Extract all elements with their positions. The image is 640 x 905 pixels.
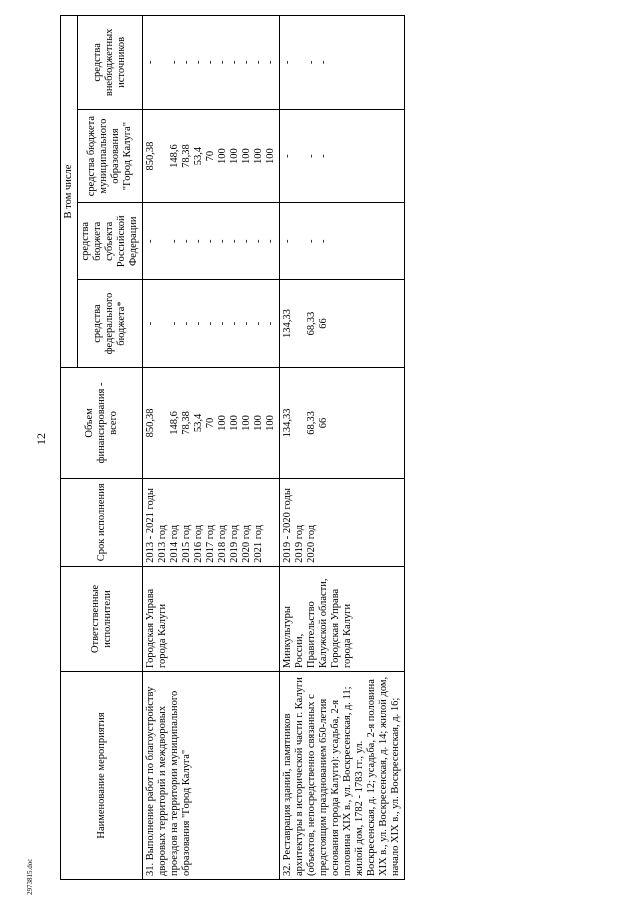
document-id: 2973815.doc bbox=[26, 858, 34, 895]
term-value: 2020 год bbox=[241, 524, 252, 563]
header-term: Срок исполнения bbox=[61, 478, 143, 566]
volume-value: 100 bbox=[229, 415, 240, 431]
regional-value: - bbox=[181, 239, 192, 243]
federal-value: - bbox=[217, 321, 228, 326]
federal-value: - bbox=[241, 321, 252, 326]
table-body bbox=[143, 16, 405, 880]
regional-value: - bbox=[253, 239, 264, 243]
volume-value: 70 bbox=[205, 417, 216, 429]
extrabudget-value: - bbox=[193, 60, 204, 65]
volume-value: 53,4 bbox=[193, 413, 204, 433]
regional-value: - bbox=[318, 239, 329, 243]
extrabudget-value: - bbox=[205, 60, 216, 65]
term-value: 2015 год bbox=[181, 524, 192, 563]
municipal-value: 148,6 bbox=[169, 144, 180, 168]
header-municipal: средства бюджета муниципального образования "Город Калуга" bbox=[78, 109, 143, 203]
cell-name bbox=[143, 672, 280, 880]
cell-extrabudget bbox=[143, 16, 280, 110]
municipal-value: 100 bbox=[241, 148, 252, 164]
extrabudget-value: - bbox=[169, 60, 180, 65]
municipal-value: 850,38 bbox=[145, 141, 156, 171]
federal-value: - bbox=[145, 321, 156, 326]
cell-regional bbox=[143, 203, 280, 280]
federal-value: - bbox=[229, 321, 240, 326]
regional-value: - bbox=[205, 239, 216, 243]
cell-federal bbox=[280, 280, 405, 368]
name-text: 32. Реставрация зданий, памятников архитектуры в исторической части г. Калуги (объектов, непосредственно связанных с предстоящим празднованием 650-летия основания города Калуги): усадьба, 2-я половина XIX в., ул. Воскресенская, д. 11; жилой дом, 1782 - 1783 гг., ул. Воскресенская, д. 12; усадьба, 2-я половина XIX в., ул. Воскресенская, д. 14; жилой дом, начало XIX в., ул. Воскресенская, д. 16; bbox=[282, 676, 401, 876]
term-value: 2013 - 2021 годы bbox=[145, 488, 156, 563]
volume-value: 66 bbox=[318, 417, 329, 429]
volume-value bbox=[294, 371, 306, 475]
federal-value bbox=[157, 283, 169, 364]
table-row bbox=[280, 16, 405, 880]
cell-regional bbox=[280, 203, 405, 280]
regional-value: - bbox=[229, 239, 240, 243]
municipal-value bbox=[157, 113, 169, 200]
regional-value: - bbox=[306, 239, 317, 243]
regional-value bbox=[294, 206, 306, 276]
term-value: 2017 год bbox=[205, 524, 216, 563]
municipal-value: 78,38 bbox=[181, 144, 192, 168]
federal-value: - bbox=[193, 321, 204, 326]
term-value: 2016 год bbox=[193, 524, 204, 563]
extrabudget-value: - bbox=[282, 60, 293, 65]
volume-value: 100 bbox=[217, 415, 228, 431]
municipal-value bbox=[294, 113, 306, 200]
extrabudget-value: - bbox=[145, 60, 156, 65]
volume-value: 148,6 bbox=[169, 411, 180, 435]
federal-value bbox=[294, 283, 306, 364]
cell-name bbox=[280, 672, 405, 880]
municipal-value: - bbox=[306, 154, 317, 158]
cell-volume bbox=[143, 368, 280, 479]
header-name: Наименование мероприятия bbox=[61, 672, 143, 880]
volume-value: 850,38 bbox=[145, 408, 156, 438]
term-value: 2019 год bbox=[294, 524, 305, 563]
term-value: 2018 год bbox=[217, 524, 228, 563]
regional-value: - bbox=[241, 239, 252, 243]
cell-term bbox=[143, 478, 280, 566]
header-volume: Объем финансирования - всего bbox=[61, 368, 143, 479]
cell-responsible bbox=[280, 566, 405, 671]
federal-value: - bbox=[253, 321, 264, 326]
extrabudget-value bbox=[157, 19, 169, 106]
regional-value: - bbox=[169, 239, 180, 243]
header-responsible: Ответственные исполнители bbox=[61, 566, 143, 671]
federal-value: - bbox=[205, 321, 216, 326]
term-value: 2019 год bbox=[229, 524, 240, 563]
table-row bbox=[143, 16, 280, 880]
volume-value: 68,33 bbox=[306, 411, 317, 435]
volume-value: 134,33 bbox=[282, 408, 293, 438]
extrabudget-value: - bbox=[217, 60, 228, 65]
municipal-value: 100 bbox=[217, 148, 228, 164]
regional-value: - bbox=[265, 239, 276, 243]
term-value: 2013 год bbox=[157, 524, 168, 563]
rotated-table-container bbox=[60, 15, 640, 880]
extrabudget-value: - bbox=[229, 60, 240, 65]
federal-value: - bbox=[169, 321, 180, 326]
federal-value: 68,33 bbox=[306, 311, 317, 336]
header-extrabudget: средства внебюджетных источников bbox=[78, 16, 143, 110]
name-text: 31. Выполнение работ по благоустройству дворовых территорий и междворовых проездов на территории муниципального образования "Город Калуга" bbox=[145, 686, 192, 876]
extrabudget-value: - bbox=[318, 60, 329, 65]
responsible-text: Городская Управа города Калуги bbox=[145, 588, 168, 668]
header-including: В том числе bbox=[61, 16, 78, 368]
municipal-value: 70 bbox=[205, 150, 216, 162]
cell-municipal bbox=[280, 109, 405, 203]
cell-federal bbox=[143, 280, 280, 368]
federal-value: 66 bbox=[318, 318, 329, 329]
term-value: 2020 год bbox=[306, 524, 317, 563]
extrabudget-value: - bbox=[181, 60, 192, 65]
cell-volume bbox=[280, 368, 405, 479]
header-regional: средства бюджета субъекта Российской Федерации bbox=[78, 203, 143, 280]
extrabudget-value: - bbox=[265, 60, 276, 65]
municipal-value: - bbox=[318, 154, 329, 158]
volume-value: 78,38 bbox=[181, 411, 192, 435]
regional-value bbox=[157, 206, 169, 276]
municipal-value: 100 bbox=[265, 148, 276, 164]
term-value: 2019 - 2020 годы bbox=[282, 488, 293, 563]
term-value: 2021 год bbox=[253, 524, 264, 563]
regional-value: - bbox=[217, 239, 228, 243]
regional-value: - bbox=[193, 239, 204, 243]
regional-value: - bbox=[282, 239, 293, 243]
term-value: 2014 год bbox=[169, 524, 180, 563]
cell-term bbox=[280, 478, 405, 566]
regional-value: - bbox=[145, 239, 156, 243]
federal-value: - bbox=[181, 321, 192, 326]
cell-extrabudget bbox=[280, 16, 405, 110]
volume-value: 100 bbox=[265, 415, 276, 431]
extrabudget-value: - bbox=[306, 60, 317, 65]
volume-value: 100 bbox=[253, 415, 264, 431]
financing-table bbox=[60, 15, 405, 880]
municipal-value: - bbox=[282, 154, 293, 158]
extrabudget-value: - bbox=[241, 60, 252, 65]
extrabudget-value: - bbox=[253, 60, 264, 65]
cell-municipal bbox=[143, 109, 280, 203]
federal-value: 134,33 bbox=[282, 309, 293, 338]
cell-responsible bbox=[143, 566, 280, 671]
responsible-text: Минкультуры России, Правительство Калужской области, Городская Управа города Калуги bbox=[282, 578, 353, 668]
municipal-value: 53,4 bbox=[193, 146, 204, 166]
volume-value: 100 bbox=[241, 415, 252, 431]
header-federal: средства федерального бюджета* bbox=[78, 280, 143, 368]
municipal-value: 100 bbox=[253, 148, 264, 164]
volume-value bbox=[157, 371, 169, 475]
extrabudget-value bbox=[294, 19, 306, 106]
federal-value: - bbox=[265, 321, 276, 326]
page-number: 12 bbox=[34, 433, 48, 445]
municipal-value: 100 bbox=[229, 148, 240, 164]
